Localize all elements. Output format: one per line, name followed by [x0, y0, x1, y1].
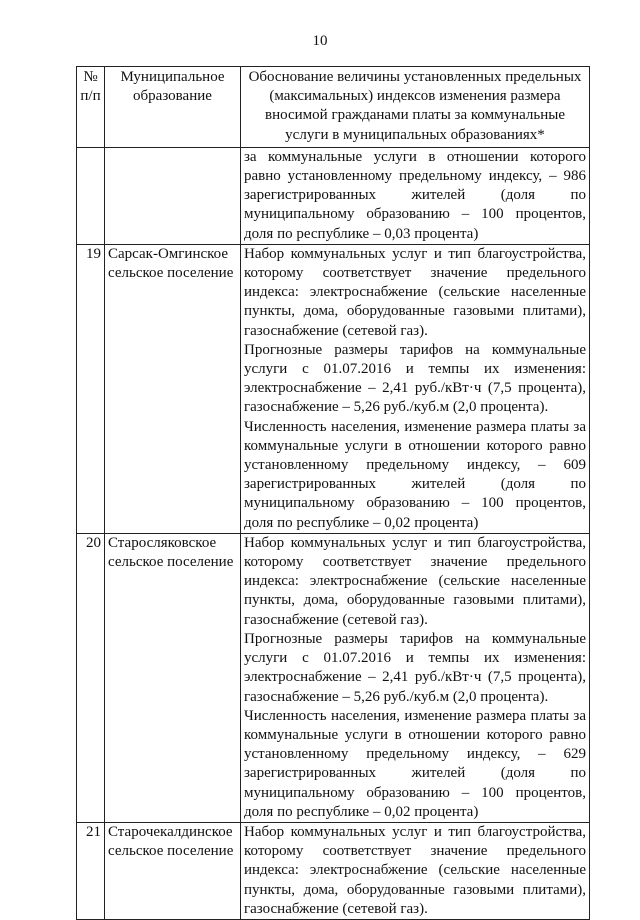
table-header-row [77, 67, 590, 148]
tariff-index-table [76, 66, 590, 920]
header-number: № п/п [77, 67, 105, 148]
page-number: 10 [312, 33, 328, 49]
justification-paragraph: Набор коммунальных услуг и тип благоустройства, которому соответствует значение предельного индекса: электроснабжение (сельские населенные пункты, дома, оборудованные газовыми плитами), газоснабжение (сетевой газ). [244, 823, 586, 917]
row-municipality [105, 147, 241, 244]
row-number: 19 [77, 244, 105, 533]
row-municipality: Сарсак-Омгинское сельское поселение [105, 244, 241, 533]
justification-paragraph: Прогнозные размеры тарифов на коммунальные услуги с 01.07.2016 и темпы их изменения: электроснабжение – 2,41 руб./кВт·ч (7,5 процента), газоснабжение – 5,26 руб./куб.м (2,0 процента). [244, 341, 586, 416]
row-number: 20 [77, 533, 105, 822]
row-justification [241, 533, 590, 822]
table-row [77, 533, 590, 822]
row-number [77, 147, 105, 244]
justification-paragraph: Набор коммунальных услуг и тип благоустройства, которому соответствует значение предельного индекса: электроснабжение (сельские населенные пункты, дома, оборудованные газовыми плитами), газоснабжение (сетевой газ). [244, 245, 586, 339]
row-municipality: Старосляковское сельское поселение [105, 533, 241, 822]
header-municipality: Муниципальное образование [105, 67, 241, 148]
table-row [77, 147, 590, 244]
justification-paragraph: Прогнозные размеры тарифов на коммунальные услуги с 01.07.2016 и темпы их изменения: электроснабжение – 2,41 руб./кВт·ч (7,5 процента), газоснабжение – 5,26 руб./куб.м (2,0 процента). [244, 630, 586, 705]
header-justification: Обоснование величины установленных предельных (максимальных) индексов изменения размера вносимой гражданами платы за коммунальные услуги в муниципальных образованиях* [241, 67, 590, 148]
row-justification [241, 244, 590, 533]
row-municipality: Старочекалдинское сельское поселение [105, 822, 241, 919]
justification-paragraph: Набор коммунальных услуг и тип благоустройства, которому соответствует значение предельного индекса: электроснабжение (сельские населенные пункты, дома, оборудованные газовыми плитами), газоснабжение (сетевой газ). [244, 534, 586, 628]
row-number: 21 [77, 822, 105, 919]
table-body [77, 147, 590, 919]
row-justification [241, 147, 590, 244]
justification-paragraph: Численность населения, изменение размера платы за коммунальные услуги в отношении которого равно установленному предельному индексу, – 629 зарегистрированных жителей (доля по муниципальному образованию – 100 процентов, доля по республике – 0,02 процента) [244, 707, 586, 820]
justification-paragraph: Численность населения, изменение размера платы за коммунальные услуги в отношении которого равно установленному предельному индексу, – 609 зарегистрированных жителей (доля по муниципальному образованию – 100 процентов, доля по республике – 0,02 процента) [244, 418, 586, 531]
table-row [77, 244, 590, 533]
justification-paragraph: за коммунальные услуги в отношении которого равно установленному предельному индексу, – 986 зарегистрированных жителей (доля по муниципальному образованию – 100 процентов, доля по республике – 0,03 процента) [244, 148, 586, 242]
